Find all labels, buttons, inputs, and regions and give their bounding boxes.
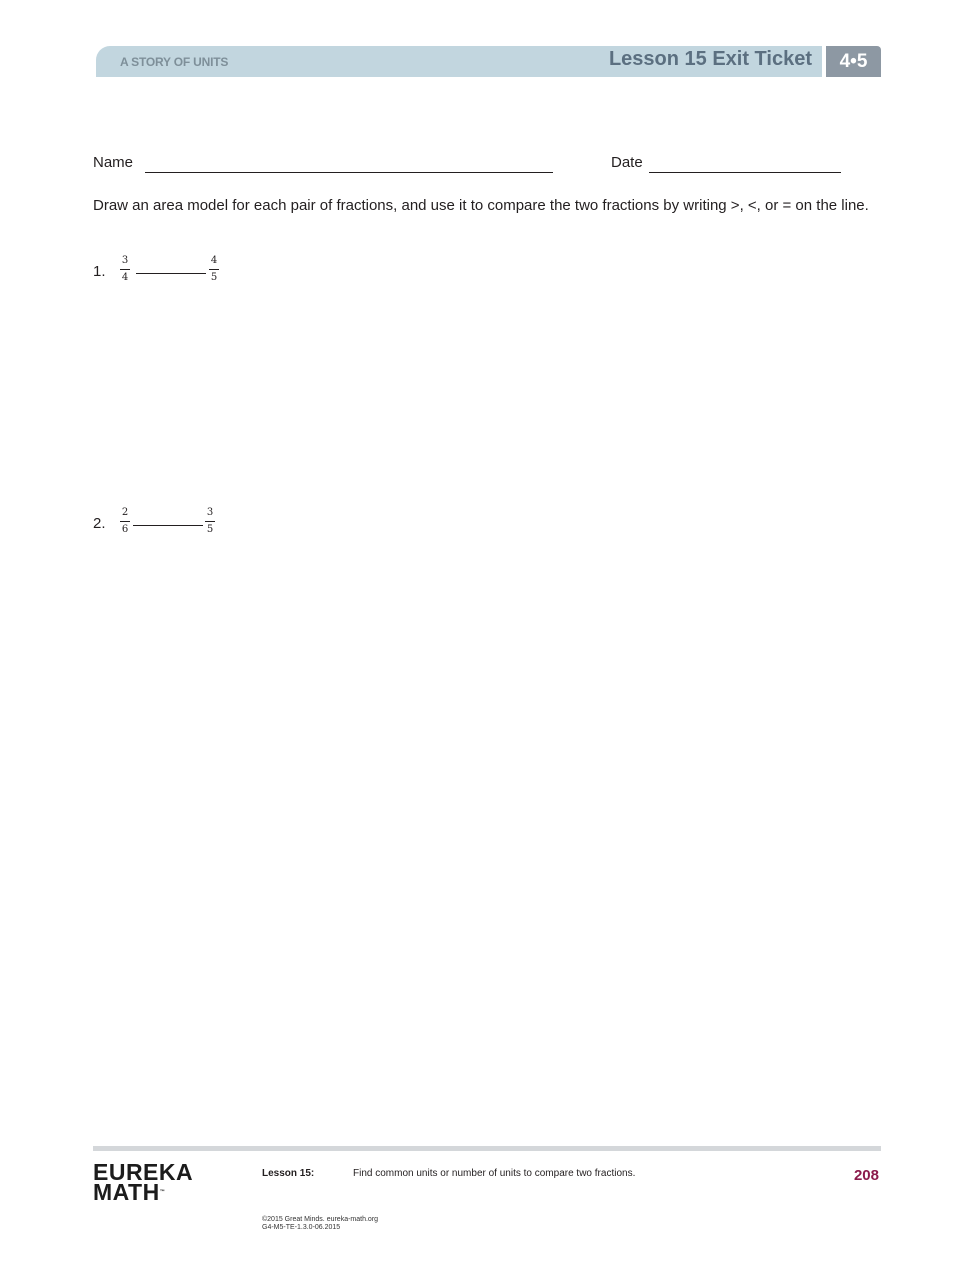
denominator: 5 (210, 272, 218, 283)
comparison-blank[interactable] (136, 273, 206, 274)
grade-module-badge: 4•5 (826, 46, 881, 77)
fraction-bar (120, 269, 130, 270)
date-field[interactable] (649, 172, 841, 173)
denominator: 4 (121, 272, 129, 283)
footer-lesson-label: Lesson 15: (262, 1168, 315, 1179)
date-label: Date (611, 154, 643, 171)
header-bar (96, 46, 822, 77)
lesson-title: Lesson 15 Exit Ticket (608, 48, 812, 70)
problem-number: 1. (93, 263, 106, 280)
footer-divider (93, 1146, 881, 1151)
numerator: 3 (206, 507, 214, 518)
name-field[interactable] (145, 172, 553, 173)
logo-line-1: EUREKA (93, 1159, 194, 1185)
numerator: 4 (210, 255, 218, 266)
eureka-math-logo (93, 1159, 194, 1205)
denominator: 5 (206, 524, 214, 535)
left-fraction (119, 507, 131, 536)
fraction-bar (205, 521, 215, 522)
page-number: 208 (853, 1167, 879, 1184)
fraction-bar (120, 521, 130, 522)
comparison-blank[interactable] (133, 525, 203, 526)
fraction-bar (209, 269, 219, 270)
logo-line-2 (93, 1179, 193, 1205)
left-fraction (119, 255, 131, 284)
document-code: G4-M5-TE-1.3.0-06.2015 (262, 1224, 341, 1231)
instructions: Draw an area model for each pair of fractions, and use it to compare the two fractions by writing >, <, or = on the line. (93, 197, 869, 214)
problem-number: 2. (93, 515, 106, 532)
footer-topic: Find common units or number of units to compare two fractions. (353, 1168, 636, 1179)
trademark-mark: ™ (159, 1189, 165, 1195)
numerator: 3 (121, 255, 129, 266)
numerator: 2 (121, 507, 129, 518)
right-fraction (204, 507, 216, 536)
name-label: Name (93, 154, 134, 171)
series-label: A STORY OF UNITS (120, 55, 229, 69)
copyright-line: ©2015 Great Minds. eureka-math.org (262, 1216, 379, 1223)
denominator: 6 (121, 524, 129, 535)
logo-word: MATH (93, 1179, 160, 1205)
right-fraction (208, 255, 220, 284)
copyright (262, 1216, 378, 1232)
